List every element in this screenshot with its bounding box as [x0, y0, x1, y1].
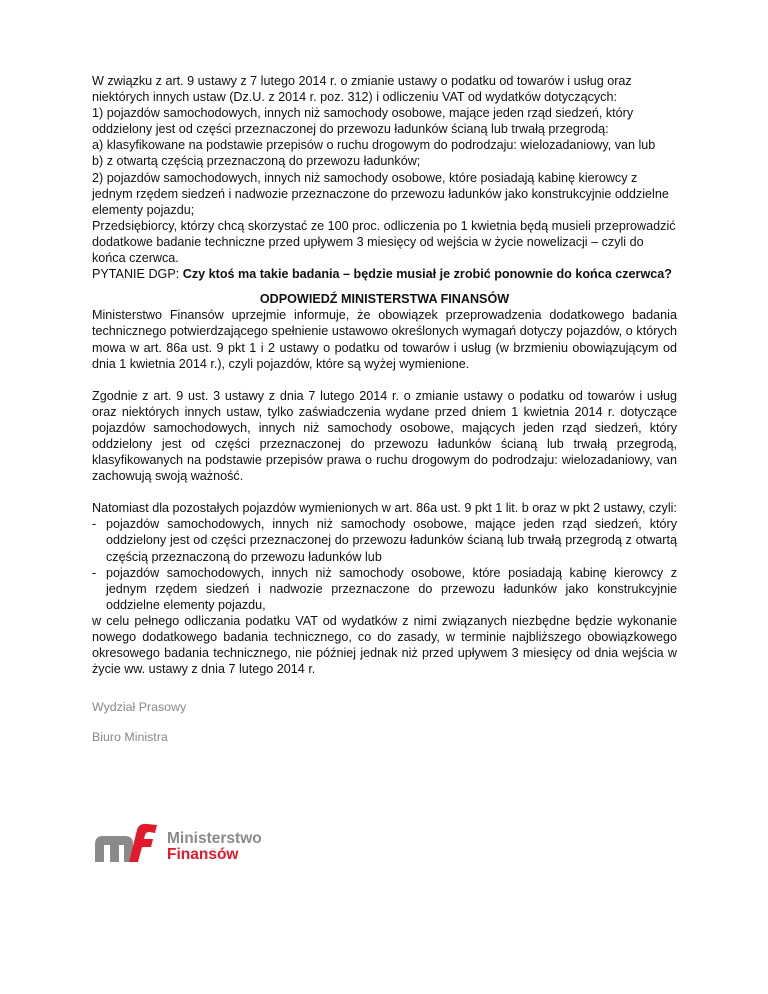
intro-line: Przedsiębiorcy, którzy chcą skorzystać ze 100 proc. odliczenia po 1 kwietnia będą musieli przeprowadzić dodatkowe badanie techniczne przed upływem 3 miesięcy od wejścia w życie nowelizacji – czyli do końca czerwca. — [92, 218, 676, 266]
logo-line-2: Finansów — [167, 846, 239, 863]
question — [92, 266, 677, 282]
answer-paragraph-1: Ministerstwo Finansów uprzejmie informuje, że obowiązek przeprowadzenia dodatkowego badania technicznego potwierdzającego spełnienie ustawowo określonych wymagań dotyczy pojazdów, o których mowa w art. 86a ust. 9 pkt 1 i 2 ustawy o podatku od towarów i usług (w brzmieniu obowiązującym od dnia 1 kwietnia 2014 r.), czyli pojazdów, które są wyżej wymienione. — [92, 308, 677, 371]
ministry-logo — [95, 822, 295, 872]
ministry-logo-text — [167, 831, 262, 863]
signature-department: Wydział Prasowy — [92, 700, 187, 715]
intro-line: W związku z art. 9 ustawy z 7 lutego 2014 r. o zmianie ustawy o podatku od towarów i usług oraz niektórych innych ustaw (Dz.U. z 2014 r. poz. 312) i odliczeniu VAT od wydatków dotyczących: — [92, 74, 632, 105]
intro-line: b) z otwartą częścią przeznaczoną do przewozu ładunków; — [92, 154, 421, 169]
intro-line: 1) pojazdów samochodowych, innych niż samochody osobowe, mające jeden rząd siedzeń, który oddzielony jest od części przeznaczonej do przewozu ładunków ścianą lub trwałą przegrodą: — [92, 106, 634, 137]
bullet-marker: - — [92, 517, 97, 532]
list-item — [92, 516, 677, 564]
signature-office: Biuro Ministra — [92, 730, 168, 745]
answer-paragraph-3-intro: Natomiast dla pozostałych pojazdów wymienionych w art. 86a ust. 9 pkt 1 lit. b oraz w pkt 2 ustawy, czyli: — [92, 501, 677, 516]
document-body — [92, 73, 677, 745]
answer-paragraph-3-outro: w celu pełnego odliczania podatku VAT od wydatków z nimi związanych niezbędne będzie wykonanie nowego dodatkowego badania technicznego, co do zasady, w terminie najbliższego obowiązkowego okresowego badania technicznego, nie później jednak niż przed upływem 3 miesięcy od dnia wejścia w życie ww. ustawy z dnia 7 lutego 2014 r. — [92, 613, 677, 677]
answer-title: ODPOWIEDŹ MINISTERSTWA FINANSÓW — [259, 292, 510, 307]
ministry-logo-mark-icon — [95, 822, 165, 872]
logo-line-1: Ministerstwo — [167, 830, 262, 847]
list-item-text: pojazdów samochodowych, innych niż samochody osobowe, które posiadają kabinę kierowcy z jednym rzędem siedzeń i nadwozie przeznaczone do przewozu ładunków jako konstrukcyjnie oddzielne elementy pojazdu, — [106, 565, 677, 612]
question-text: Czy ktoś ma takie badania – będzie musiał je zrobić ponownie do końca czerwca? — [182, 267, 672, 282]
bullet-marker: - — [92, 565, 97, 580]
list-item-text: pojazdów samochodowych, innych niż samochody osobowe, mające jeden rząd siedzeń, który oddzielony jest od części przeznaczonej do przewozu ładunków ścianą lub trwałą przegrodą z otwartą częścią przeznaczoną do przewozu ładunków lub — [106, 517, 677, 564]
list-item — [92, 565, 677, 613]
answer-paragraph-2: Zgodnie z art. 9 ust. 3 ustawy z dnia 7 lutego 2014 r. o zmianie ustawy o podatku od towarów i usług oraz niektórych innych ustaw, tylko zaświadczenia wydane przed dniem 1 kwietnia 2014 r. dotyczące pojazdów samochodowych, innych niż samochody osobowe, mających jeden rząd siedzeń, który oddzielony jest od części przeznaczonej do przewozu ładunków ścianą lub trwałą przegrodą, klasyfikowanych na podstawie przepisów prawa o ruchu drogowym do podrodzaju: wielozadaniowy, van zachowują swoją ważność. — [92, 388, 677, 484]
intro-line: 2) pojazdów samochodowych, innych niż samochody osobowe, które posiadają kabinę kierowcy z jednym rzędem siedzeń i nadwozie przeznaczone do przewozu ładunków jako konstrukcyjnie oddzielne elementy pojazdu; — [92, 170, 669, 217]
intro-section — [92, 73, 677, 282]
intro-line: a) klasyfikowane na podstawie przepisów o ruchu drogowym do podrodzaju: wielozadaniowy, van lub — [92, 138, 656, 153]
question-label: PYTANIE DGP: — [92, 267, 183, 282]
